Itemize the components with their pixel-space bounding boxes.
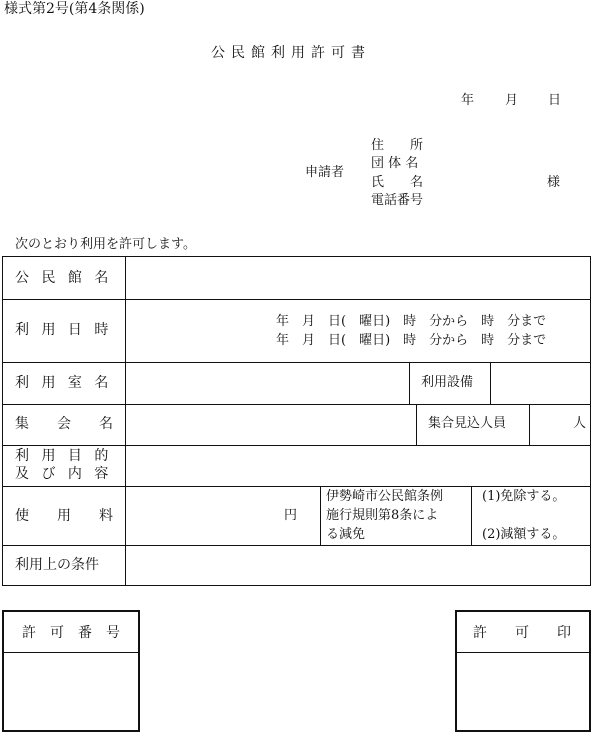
label-attendees: 集合見込人員 [428,416,507,431]
intro-text: 次のとおり利用を許可します。 [15,237,196,252]
applicant-name-label: 氏 名 [371,175,424,190]
label-purpose-2: 及 び 内 容 [15,466,113,482]
permit-number-label: 許 可 番 号 [22,625,120,641]
label-hall: 公 民 館 名 [15,270,113,286]
label-room: 利 用 室 名 [15,375,113,391]
permit-table [2,256,591,586]
applicant-phone-label: 電話番号 [371,193,424,208]
applicant-label: 申請者 [305,165,345,180]
date-day: 日 [548,93,562,108]
fee-rule-line-3: る減免 [326,527,366,542]
label-meeting: 集 会 名 [15,416,113,432]
fee-reduce-option: (2)減額する。 [482,527,566,542]
permit-seal-label: 許 可 印 [473,625,571,641]
date-month: 月 [505,93,519,108]
document-title: 公民館利用許可書 [211,45,371,61]
label-purpose-1: 利 用 目 的 [15,448,113,464]
label-datetime: 利 用 日 時 [15,322,113,338]
datetime-line-1: 年 月 日( 曜日) 時 分から 時 分まで [276,314,547,329]
label-equipment: 利用設備 [421,375,474,390]
form-label: 様式第2号(第4条関係) [4,1,145,17]
attendees-unit: 人 [573,416,587,431]
permit-number-box [2,610,140,732]
applicant-address-label: 住 所 [371,138,424,153]
label-divider [125,257,126,585]
datetime-line-2: 年 月 日( 曜日) 時 分から 時 分まで [276,333,547,348]
label-conditions: 利用上の条件 [15,557,99,573]
fee-rule-line-2: 施行規則第8条によ [326,508,439,523]
fee-unit: 円 [284,508,298,523]
applicant-group-label: 団 体 名 [371,156,419,171]
label-fee: 使 用 料 [15,508,113,524]
honorific: 様 [547,175,561,190]
date-year: 年 [461,93,475,108]
fee-rule-line-1: 伊勢崎市公民館条例 [326,489,444,504]
fee-exempt-option: (1)免除する。 [482,489,566,504]
permit-seal-box [455,610,591,732]
